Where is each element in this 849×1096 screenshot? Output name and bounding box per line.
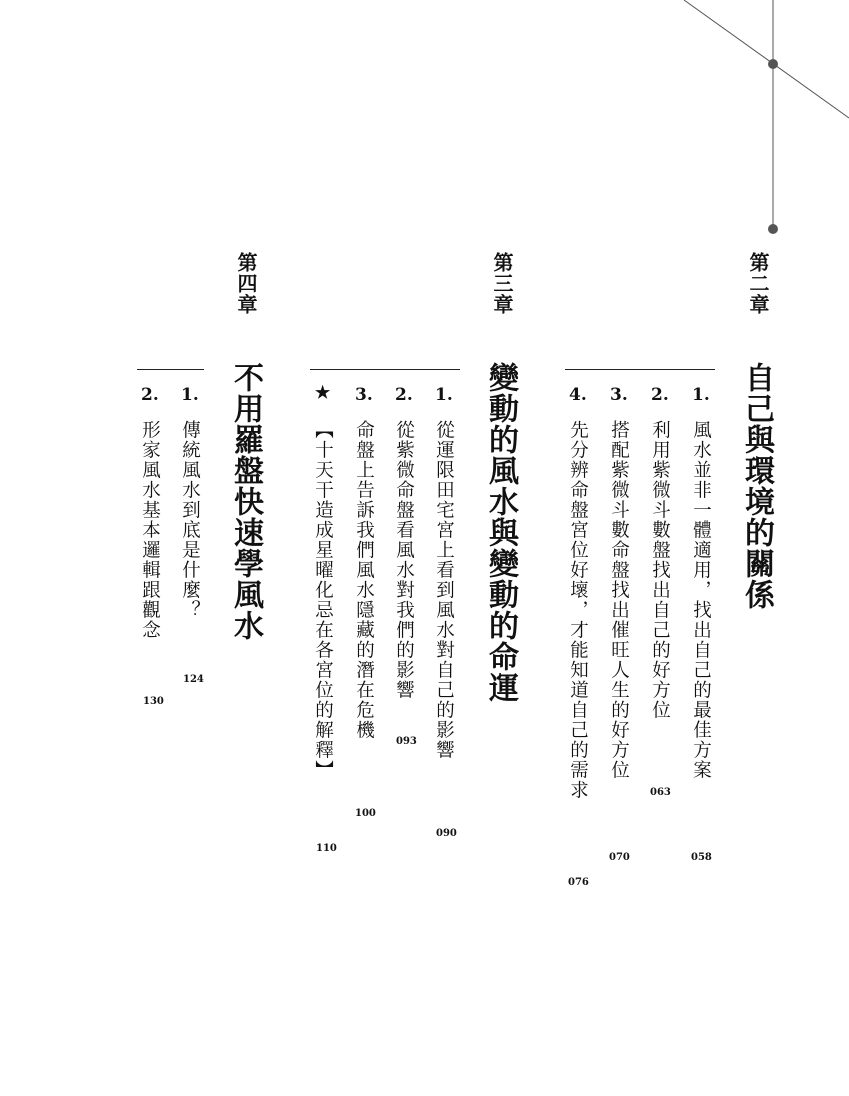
entry-page-number: 090 bbox=[436, 828, 457, 839]
chapter-rule bbox=[137, 369, 204, 370]
chapter-title: 自己與環境的關係 bbox=[739, 362, 774, 610]
entry-title: 利用紫微斗數盤找出自己的好方位 bbox=[649, 420, 671, 720]
entry-number: 4. bbox=[569, 385, 587, 405]
entry-number: 1. bbox=[181, 385, 199, 405]
diagonal-line-upper bbox=[684, 0, 849, 118]
entry-page-number: 076 bbox=[568, 877, 589, 888]
entry-title: 【十天干造成星曜化忌在各宮位的解釋】 bbox=[312, 420, 334, 780]
entry-star-marker: ★ bbox=[315, 383, 331, 403]
entry-page-number: 100 bbox=[355, 808, 376, 819]
entry-number: 1. bbox=[435, 385, 453, 405]
chapter-label: 第三章 bbox=[490, 252, 514, 315]
entry-title: 風水並非一體適用，找出自己的最佳方案 bbox=[690, 420, 712, 780]
chapter-title: 變動的風水與變動的命運 bbox=[483, 362, 518, 703]
entry-title: 傳統風水到底是什麼？ bbox=[179, 420, 201, 620]
entry-number: 2. bbox=[141, 385, 159, 405]
entry-title: 從紫微命盤看風水對我們的影響 bbox=[393, 420, 415, 700]
entry-title: 命盤上告訴我們風水隱藏的潛在危機 bbox=[353, 420, 375, 740]
entry-number: 2. bbox=[651, 385, 669, 405]
chapter-rule bbox=[565, 369, 715, 370]
entry-title: 形家風水基本邏輯跟觀念 bbox=[139, 420, 161, 640]
chapter-rule bbox=[310, 369, 460, 370]
chapter-title: 不用羅盤快速學風水 bbox=[228, 362, 263, 641]
entry-title: 先分辨命盤宮位好壞，才能知道自己的需求 bbox=[567, 420, 589, 800]
entry-title: 搭配紫微斗數命盤找出催旺人生的好方位 bbox=[608, 420, 630, 780]
entry-page-number: 070 bbox=[609, 852, 630, 863]
node-dot-upper bbox=[768, 59, 778, 69]
entry-page-number: 130 bbox=[143, 696, 164, 707]
entry-page-number: 124 bbox=[183, 674, 204, 685]
entry-page-number: 093 bbox=[396, 736, 417, 747]
entry-page-number: 110 bbox=[316, 843, 337, 854]
entry-number: 2. bbox=[395, 385, 413, 405]
entry-number: 3. bbox=[610, 385, 628, 405]
entry-number: 3. bbox=[355, 385, 373, 405]
chapter-label: 第二章 bbox=[746, 252, 770, 315]
entry-page-number: 058 bbox=[691, 852, 712, 863]
node-dot-lower bbox=[768, 224, 778, 234]
entry-number: 1. bbox=[692, 385, 710, 405]
chapter-label: 第四章 bbox=[234, 252, 258, 315]
entry-title: 從運限田宅宮上看到風水對自己的影響 bbox=[433, 420, 455, 760]
entry-page-number: 063 bbox=[650, 787, 671, 798]
